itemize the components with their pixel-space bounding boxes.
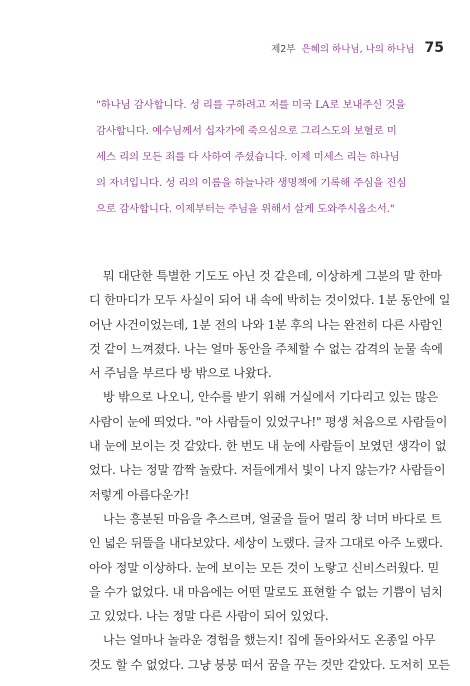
body-line: 것 같이 느껴졌다. 나는 얼마 동안을 주체할 수 없는 감격의 눈물 속에 [89, 341, 443, 356]
body-line: 디 한마디가 모두 사실이 되어 내 속에 박히는 것이었다. 1분 동안에 일 [89, 293, 451, 308]
body-line: 어난 사건이었는데, 1분 전의 나와 1분 후의 나는 완전히 다른 사람인 [89, 317, 443, 332]
quote-line: "하나님 감사합니다. 성 리를 구하려고 저를 미국 LA로 보내주신 것을 [96, 99, 406, 111]
quote-line: 의 자녀입니다. 성 리의 이름을 하늘나라 생명책에 기록해 주심을 진심 [96, 177, 407, 189]
header-part: 제2부 [271, 44, 296, 55]
body-line: 방 밖으로 나오니, 안수를 받기 위해 거실에서 기다리고 있는 많은 [103, 390, 438, 405]
body-line: 나는 흥분된 마음을 추스르며, 얼굴을 들어 멀리 창 너머 바다로 트 [103, 511, 442, 526]
body-line: 저렇게 아름다운가! [89, 487, 190, 502]
body-line: 내 눈에 보이는 것 같았다. 한 번도 내 눈에 사람들이 보였던 생각이 없 [89, 439, 447, 454]
page-number: 75 [424, 40, 444, 56]
body-line: 아아 정말 이상하다. 눈에 보이는 모든 것이 노랗고 신비스러웠다. 믿 [89, 560, 440, 575]
body-line: 고 있었다. 나는 정말 다른 사람이 되어 있었다. [89, 609, 329, 624]
body-line: 나는 얼마나 놀라운 경험을 했는지! 집에 돌아와서도 온종일 아무 [103, 633, 436, 648]
body-text [89, 264, 451, 677]
body-line: 뭐 대단한 특별한 기도도 아닌 것 같은데, 이상하게 그분의 말 한마 [103, 269, 442, 283]
running-header [271, 40, 444, 56]
body-line: 을 수가 없었다. 내 마음에는 어떤 말로도 표현할 수 없는 기쁨이 넘치 [89, 584, 443, 599]
body-line: 서 주님을 부르다 방 밖으로 나왔다. [89, 366, 272, 381]
quote-line: 으로 감사합니다. 이제부터는 주님을 위해서 살게 도와주시옵소서." [96, 203, 395, 215]
body-line: 사람이 눈에 띄었다. "아 사람들이 있었구나!" 평생 처음으로 사람들이 [89, 414, 448, 429]
body-line: 인 넓은 뒤뜰을 내다보았다. 세상이 노랬다. 글자 그대로 아주 노랬다. [89, 536, 443, 551]
body-line: 었다. 나는 정말 깜짝 놀랐다. 저들에게서 빛이 나지 않는가? 사람들이 [89, 463, 446, 478]
prayer-quote [96, 92, 407, 222]
header-title: 은혜의 하나님, 나의 하나님 [301, 44, 415, 55]
quote-line: 감사합니다. 예수님께서 십자가에 죽으심으로 그리스도의 보혈로 미 [96, 125, 397, 137]
quote-line: 세스 리의 모든 죄를 다 사하여 주셨습니다. 이제 미세스 리는 하나님 [96, 151, 400, 163]
body-line: 것도 할 수 없었다. 그냥 붕붕 떠서 꿈을 꾸는 것만 같았다. 도저히 모든 [89, 657, 451, 672]
